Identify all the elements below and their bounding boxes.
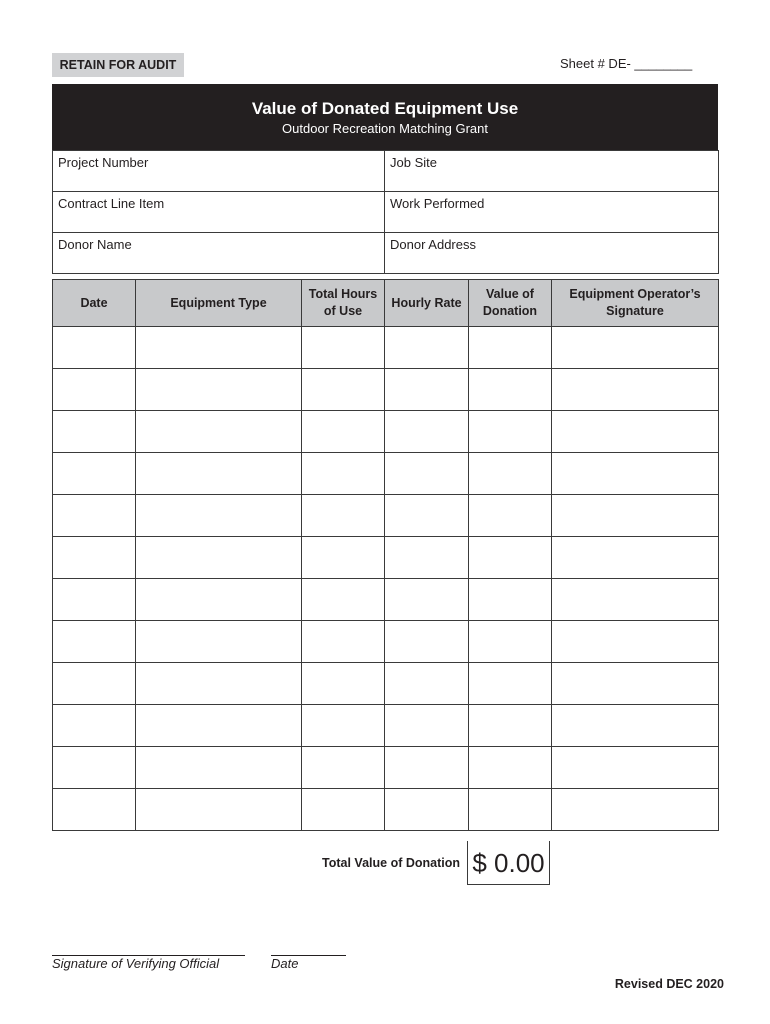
col-operator-signature: Equipment Operator’s Signature (552, 280, 719, 327)
col-value-of-donation: Value of Donation (469, 280, 552, 327)
value-cell[interactable] (469, 663, 552, 705)
info-fields (52, 150, 719, 274)
value-cell[interactable] (469, 747, 552, 789)
revised-date: Revised DEC 2020 (614, 977, 724, 991)
date-cell[interactable] (53, 621, 136, 663)
table-row (53, 663, 719, 705)
sheet-number[interactable]: Sheet # DE- ________ (560, 56, 693, 71)
table-row (53, 705, 719, 747)
total-label: Total Value of Donation (322, 856, 460, 870)
contract-line-item-field[interactable]: Contract Line Item (53, 192, 385, 233)
value-cell[interactable] (469, 369, 552, 411)
date-cell[interactable] (53, 453, 136, 495)
value-cell[interactable] (469, 621, 552, 663)
signature-cell[interactable] (552, 537, 719, 579)
table-row (53, 789, 719, 831)
hourly-rate-cell[interactable] (385, 579, 469, 621)
signature-cell[interactable] (552, 495, 719, 537)
hourly-rate-cell[interactable] (385, 789, 469, 831)
equipment-type-cell[interactable] (136, 411, 302, 453)
signature-cell[interactable] (552, 453, 719, 495)
project-number-field[interactable]: Project Number (53, 151, 385, 192)
total-hours-cell[interactable] (302, 411, 385, 453)
equipment-type-cell[interactable] (136, 537, 302, 579)
form-header (52, 84, 718, 150)
total-value[interactable]: $ 0.00 (467, 841, 550, 885)
work-performed-field[interactable]: Work Performed (385, 192, 719, 233)
donor-name-field[interactable]: Donor Name (53, 233, 385, 274)
value-cell[interactable] (469, 495, 552, 537)
date-cell[interactable] (53, 537, 136, 579)
total-hours-cell[interactable] (302, 747, 385, 789)
total-hours-cell[interactable] (302, 495, 385, 537)
date-cell[interactable] (53, 705, 136, 747)
equipment-type-cell[interactable] (136, 327, 302, 369)
equipment-type-cell[interactable] (136, 789, 302, 831)
total-hours-cell[interactable] (302, 327, 385, 369)
value-cell[interactable] (469, 327, 552, 369)
total-hours-cell[interactable] (302, 789, 385, 831)
table-row (53, 411, 719, 453)
value-cell[interactable] (469, 537, 552, 579)
hourly-rate-cell[interactable] (385, 537, 469, 579)
hourly-rate-cell[interactable] (385, 495, 469, 537)
table-row (53, 621, 719, 663)
equipment-type-cell[interactable] (136, 663, 302, 705)
value-cell[interactable] (469, 789, 552, 831)
hourly-rate-cell[interactable] (385, 411, 469, 453)
signature-cell[interactable] (552, 369, 719, 411)
hourly-rate-cell[interactable] (385, 663, 469, 705)
value-cell[interactable] (469, 579, 552, 621)
total-hours-cell[interactable] (302, 663, 385, 705)
table-row (53, 327, 719, 369)
form-subtitle: Outdoor Recreation Matching Grant (282, 121, 488, 136)
table-row (53, 453, 719, 495)
donor-address-field[interactable]: Donor Address (385, 233, 719, 274)
date-cell[interactable] (53, 327, 136, 369)
equipment-type-cell[interactable] (136, 369, 302, 411)
signature-cell[interactable] (552, 789, 719, 831)
hourly-rate-cell[interactable] (385, 453, 469, 495)
equipment-type-cell[interactable] (136, 747, 302, 789)
hourly-rate-cell[interactable] (385, 621, 469, 663)
table-row (53, 579, 719, 621)
hourly-rate-cell[interactable] (385, 369, 469, 411)
date-cell[interactable] (53, 747, 136, 789)
col-hourly-rate: Hourly Rate (385, 280, 469, 327)
signature-cell[interactable] (552, 621, 719, 663)
col-total-hours: Total Hours of Use (302, 280, 385, 327)
col-date: Date (53, 280, 136, 327)
table-row (53, 495, 719, 537)
date-cell[interactable] (53, 495, 136, 537)
signature-cell[interactable] (552, 663, 719, 705)
signature-cell[interactable] (552, 705, 719, 747)
table-row (53, 747, 719, 789)
table-row (53, 369, 719, 411)
hourly-rate-cell[interactable] (385, 747, 469, 789)
total-hours-cell[interactable] (302, 369, 385, 411)
equipment-type-cell[interactable] (136, 621, 302, 663)
equipment-type-cell[interactable] (136, 495, 302, 537)
total-hours-cell[interactable] (302, 537, 385, 579)
equipment-type-cell[interactable] (136, 453, 302, 495)
hourly-rate-cell[interactable] (385, 327, 469, 369)
signature-cell[interactable] (552, 411, 719, 453)
signature-cell[interactable] (552, 579, 719, 621)
date-cell[interactable] (53, 579, 136, 621)
job-site-field[interactable]: Job Site (385, 151, 719, 192)
date-cell[interactable] (53, 663, 136, 705)
value-cell[interactable] (469, 453, 552, 495)
retain-badge: RETAIN FOR AUDIT (52, 53, 184, 77)
date-cell[interactable] (53, 411, 136, 453)
date-label: Date (271, 956, 299, 971)
date-cell[interactable] (53, 369, 136, 411)
equipment-type-cell[interactable] (136, 705, 302, 747)
col-equipment-type: Equipment Type (136, 280, 302, 327)
total-hours-cell[interactable] (302, 579, 385, 621)
equipment-type-cell[interactable] (136, 579, 302, 621)
table-row (53, 537, 719, 579)
signature-cell[interactable] (552, 747, 719, 789)
total-hours-cell[interactable] (302, 621, 385, 663)
signature-label: Signature of Verifying Official (52, 956, 220, 971)
value-cell[interactable] (469, 411, 552, 453)
total-hours-cell[interactable] (302, 453, 385, 495)
date-cell[interactable] (53, 789, 136, 831)
equipment-table (52, 279, 719, 831)
form-title: Value of Donated Equipment Use (251, 99, 519, 118)
value-cell[interactable] (469, 705, 552, 747)
hourly-rate-cell[interactable] (385, 705, 469, 747)
total-hours-cell[interactable] (302, 705, 385, 747)
signature-cell[interactable] (552, 327, 719, 369)
